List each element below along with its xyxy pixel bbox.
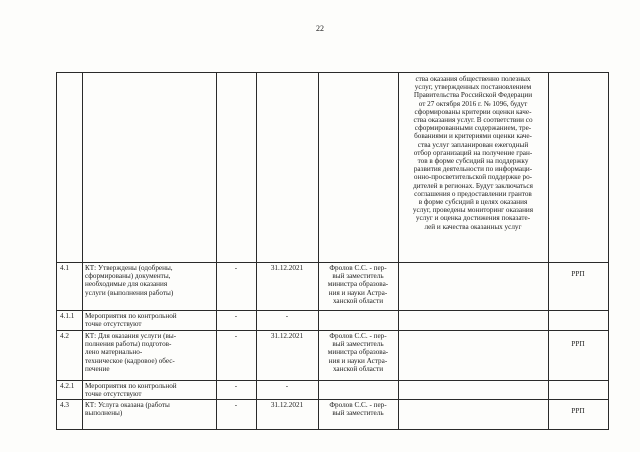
table-border-top xyxy=(56,72,609,73)
row-number: 4.1 xyxy=(60,264,69,272)
row-start: - xyxy=(234,401,238,409)
table-border-left xyxy=(56,72,57,430)
table-row-line xyxy=(56,399,609,400)
row-responsible: Фролов С.С. - пер- вый заместитель министра образова- ния и науки Астра- ханской области xyxy=(327,264,389,305)
row-description: Мероприятия по контрольной точке отсутствуют xyxy=(85,382,177,399)
row-start: - xyxy=(234,382,238,390)
table-col-line xyxy=(398,72,399,430)
row-description: Мероприятия по контрольной точке отсутствуют xyxy=(85,312,177,329)
table-col-line xyxy=(318,72,319,430)
row-number: 4.1.1 xyxy=(60,312,75,320)
row-level: РРП xyxy=(571,340,585,348)
table-row-line xyxy=(56,262,609,263)
row-description: КТ: Услуга оказана (работы выполнены) xyxy=(85,401,170,418)
table-border-bottom xyxy=(56,429,609,430)
row-level: РРП xyxy=(571,270,585,278)
row-end: 31.12.2021 xyxy=(270,264,304,272)
table-border-right xyxy=(608,72,609,430)
row-start: - xyxy=(234,312,238,320)
row-description: КТ: Для оказания услуги (вы- полнения работы) подготов- лено материально- техническое (кадровое) обес- печение xyxy=(85,332,177,373)
table-col-line xyxy=(256,72,257,430)
table-col-line xyxy=(548,72,549,430)
table-row-line xyxy=(56,380,609,381)
row-level: РРП xyxy=(571,407,585,415)
row-end: - xyxy=(285,312,289,320)
row-end: 31.12.2021 xyxy=(270,332,304,340)
row-responsible: Фролов С.С. - пер- вый заместитель xyxy=(329,401,387,418)
row-end: 31.12.2021 xyxy=(270,401,304,409)
row-number: 4.2 xyxy=(60,332,69,340)
table-col-line xyxy=(82,72,83,430)
table-row-line xyxy=(56,330,609,331)
continuation-text: ства оказания общественно полезных услуг, утвержденных постановлением Правительства Российской Федерации от 27 октября 2016 г. № 1096, будут сформированы критерии оценки каче- ства оказания услуг. В соответствии со сформированными содержанием, тре- бованиями и критериями оценки каче- ства услуг запланирован ежегодный отбор организаций на получение гран- тов в форме субсидий на поддержку развития деятельности по информаци- онно-просветительской поддержке ро- дителей в регионах. Будут заключаться соглашения о предоставлении грантов в форме субсидий в целях оказания услуг, проведены мониторинг оказания услуг и оценка достижения показате- лей и качества оказанных услуг xyxy=(412,75,534,231)
row-start: - xyxy=(234,264,238,272)
table-row-line xyxy=(56,310,609,311)
page-number: 22 xyxy=(316,24,324,33)
row-end: - xyxy=(285,382,289,390)
row-number: 4.3 xyxy=(60,401,69,409)
table-col-line xyxy=(216,72,217,430)
row-responsible: Фролов С.С. - пер- вый заместитель министра образова- ния и науки Астра- ханской области xyxy=(327,332,389,373)
row-start: - xyxy=(234,332,238,340)
row-number: 4.2.1 xyxy=(60,382,75,390)
row-description: КТ: Утверждены (одобрены, сформированы) документы, необходимые для оказания услуги (выполнения работы) xyxy=(85,264,174,297)
